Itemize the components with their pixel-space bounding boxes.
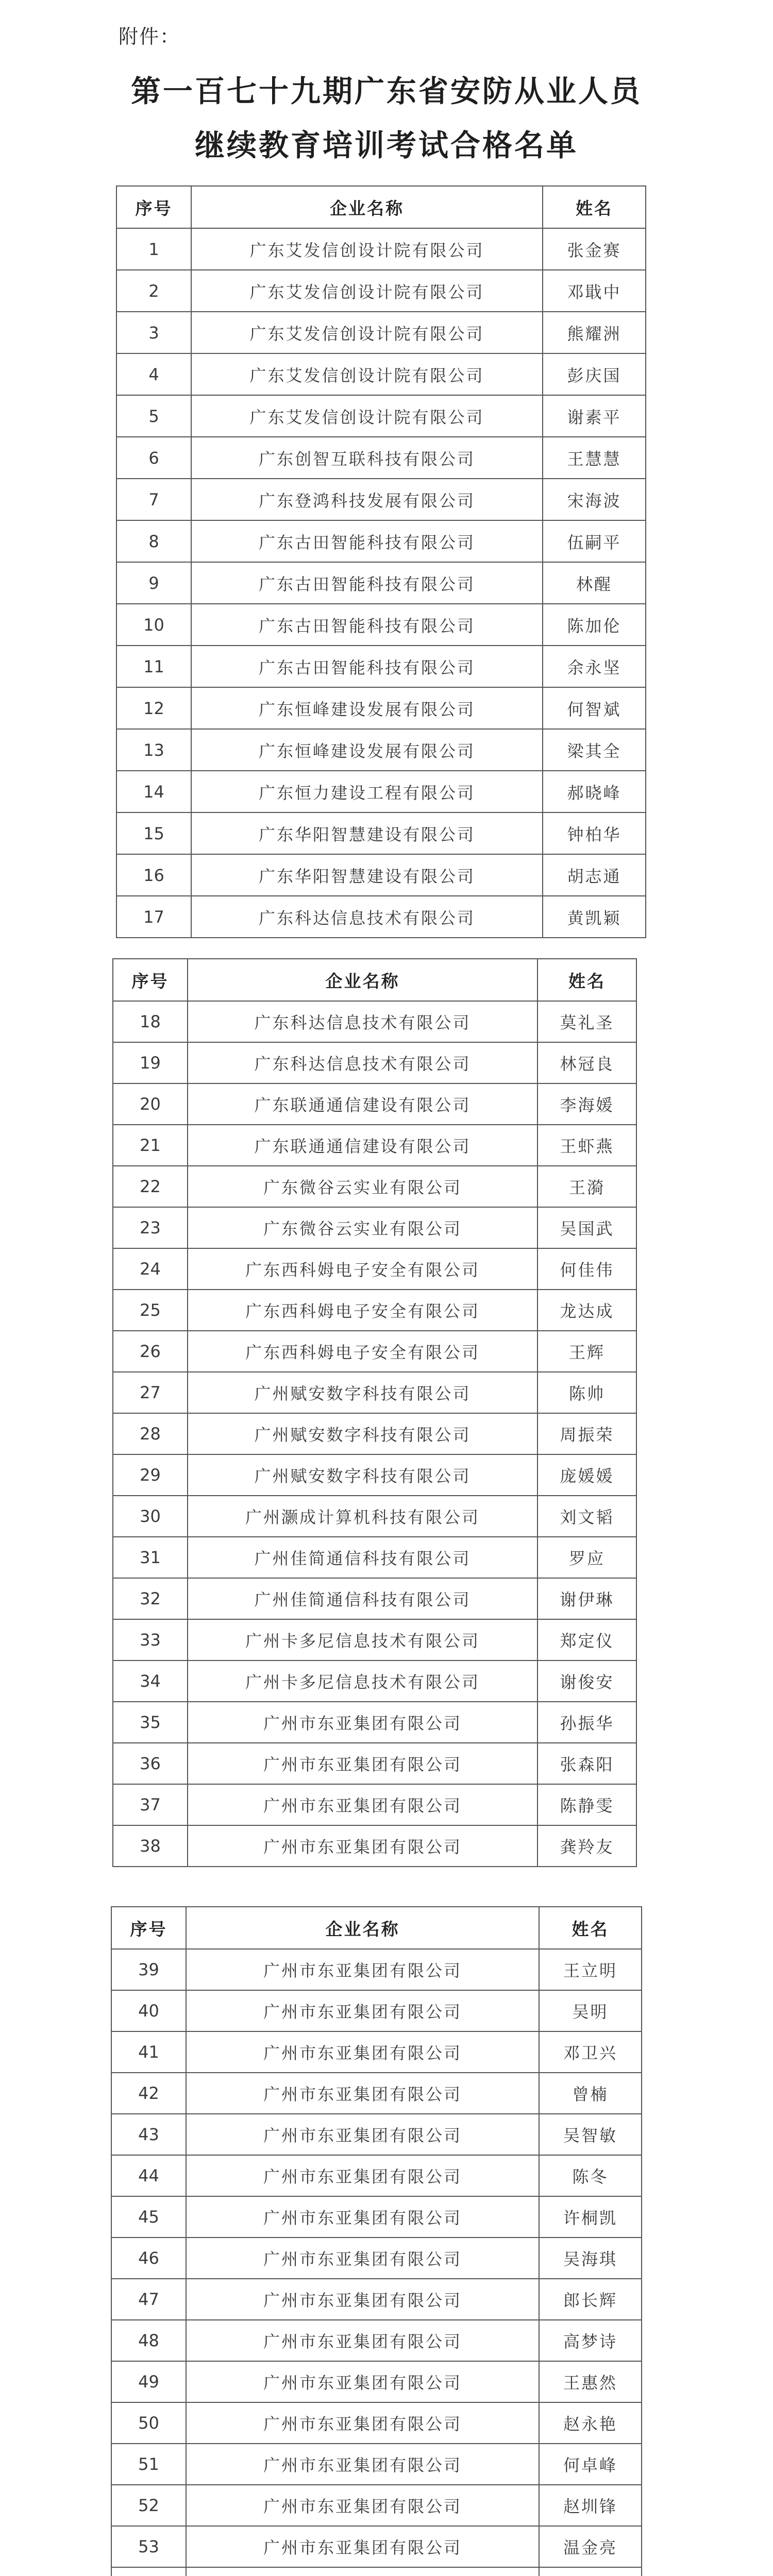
name-cell: 余永坚 [543,646,646,687]
table-row [113,1083,636,1125]
company-cell: 广东西科姆电子安全有限公司 [188,1248,537,1290]
table-row [113,1578,636,1619]
name-cell: 龚羚友 [537,1825,636,1867]
seq-cell: 23 [113,1207,188,1248]
company-cell: 广东恒峰建设发展有限公司 [191,687,543,729]
table-row [116,729,646,771]
table-row [113,1125,636,1166]
company-cell: 广东古田智能科技有限公司 [191,520,543,562]
name-cell: 张金赛 [543,228,646,270]
company-cell: 广州赋安数字科技有限公司 [188,1413,537,1454]
table-row [116,562,646,604]
name-cell: 何智斌 [543,687,646,729]
table-row [116,646,646,687]
table-row [116,312,646,353]
name-cell: 陈帅 [537,1372,636,1413]
name-cell: 郎长辉 [539,2279,642,2320]
table-row [116,812,646,854]
seq-cell: 36 [113,1743,188,1784]
company-cell: 广东西科姆电子安全有限公司 [188,1290,537,1331]
table-row [111,2031,642,2073]
name-cell: 邓戢中 [543,270,646,312]
company-cell: 广州灏成计算机科技有限公司 [188,1496,537,1537]
table-row [116,228,646,270]
name-cell [539,2567,642,2576]
seq-cell: 18 [113,1001,188,1042]
company-cell: 广州卡多尼信息技术有限公司 [188,1619,537,1660]
table-row [111,2073,642,2114]
name-cell: 谢俊安 [537,1660,636,1702]
company-cell: 广州市东亚集团有限公司 [186,2196,539,2238]
seq-cell [111,2567,186,2576]
company-cell: 广东科达信息技术有限公司 [188,1001,537,1042]
company-cell: 广州市东亚集团有限公司 [186,2444,539,2485]
company-cell: 广州市东亚集团有限公司 [186,2155,539,2196]
name-cell: 李海媛 [537,1083,636,1125]
company-cell: 广州市东亚集团有限公司 [186,2279,539,2320]
company-cell: 广州市东亚集团有限公司 [186,2320,539,2361]
company-cell: 广东创智互联科技有限公司 [191,437,543,479]
table-row [111,1990,642,2031]
name-cell: 曾楠 [539,2073,642,2114]
seq-cell: 53 [111,2526,186,2567]
header-seq: 序号 [116,186,191,228]
name-cell: 何佳伟 [537,1248,636,1290]
company-cell: 广东微谷云实业有限公司 [188,1166,537,1207]
seq-cell: 17 [116,896,191,938]
name-cell: 谢素平 [543,395,646,437]
company-cell: 广东科达信息技术有限公司 [188,1042,537,1083]
seq-cell: 34 [113,1660,188,1702]
seq-cell: 10 [116,604,191,646]
seq-cell: 16 [116,854,191,896]
company-cell: 广东古田智能科技有限公司 [191,604,543,646]
seq-cell: 28 [113,1413,188,1454]
seq-cell: 2 [116,270,191,312]
name-cell: 王惠然 [539,2361,642,2402]
table-row [116,437,646,479]
name-cell: 宋海波 [543,479,646,520]
company-cell: 广东联通通信建设有限公司 [188,1083,537,1125]
name-cell: 林醒 [543,562,646,604]
seq-cell: 11 [116,646,191,687]
company-cell: 广州市东亚集团有限公司 [186,2485,539,2526]
seq-cell: 47 [111,2279,186,2320]
name-cell: 周振荣 [537,1413,636,1454]
table-row [113,1784,636,1825]
company-cell: 广州市东亚集团有限公司 [186,2238,539,2279]
company-cell: 广东联通通信建设有限公司 [188,1125,537,1166]
name-cell: 郝晓峰 [543,771,646,812]
attachment-label: 附件： [119,25,181,48]
company-cell: 广州市东亚集团有限公司 [186,2526,539,2567]
table-row [111,1949,642,1990]
table-row [111,2485,642,2526]
seq-cell: 49 [111,2361,186,2402]
name-cell: 高梦诗 [539,2320,642,2361]
company-cell: 广东华阳智慧建设有限公司 [191,812,543,854]
seq-cell: 45 [111,2196,186,2238]
seq-cell: 21 [113,1125,188,1166]
name-cell: 彭庆国 [543,353,646,395]
table-row [111,2567,642,2576]
table-row [113,1660,636,1702]
table-row [111,2444,642,2485]
seq-cell: 35 [113,1702,188,1743]
seq-cell: 48 [111,2320,186,2361]
table-row [116,479,646,520]
table-row [113,1166,636,1207]
table-row [111,2526,642,2567]
table-row [113,1042,636,1083]
table-row [113,1331,636,1372]
seq-cell: 6 [116,437,191,479]
table-row [116,604,646,646]
table-row [113,1372,636,1413]
seq-cell: 26 [113,1331,188,1372]
name-cell: 熊耀洲 [543,312,646,353]
table-row [111,2196,642,2238]
company-cell: 广东登鸿科技发展有限公司 [191,479,543,520]
seq-cell: 13 [116,729,191,771]
header-name: 姓名 [543,186,646,228]
name-cell: 王辉 [537,1331,636,1372]
seq-cell: 22 [113,1166,188,1207]
seq-cell: 32 [113,1578,188,1619]
name-cell: 王慧慧 [543,437,646,479]
header-name: 姓名 [537,959,636,1001]
company-cell: 广州赋安数字科技有限公司 [188,1454,537,1496]
company-cell: 广东恒力建设工程有限公司 [191,771,543,812]
roster-table-3 [111,1906,642,2576]
company-cell: 广东艾发信创设计院有限公司 [191,353,543,395]
company-cell: 广州市东亚集团有限公司 [186,2361,539,2402]
company-cell: 广州市东亚集团有限公司 [188,1784,537,1825]
name-cell: 赵永艳 [539,2402,642,2444]
name-cell: 陈冬 [539,2155,642,2196]
name-cell: 吴智敏 [539,2114,642,2155]
company-cell: 广州市东亚集团有限公司 [186,1990,539,2031]
name-cell: 林冠良 [537,1042,636,1083]
name-cell: 郑定仪 [537,1619,636,1660]
seq-cell: 41 [111,2031,186,2073]
roster-table-1 [116,185,646,938]
table-row [111,2402,642,2444]
name-cell: 温金亮 [539,2526,642,2567]
table-row [111,2114,642,2155]
name-cell: 王漪 [537,1166,636,1207]
company-cell: 广东恒峰建设发展有限公司 [191,729,543,771]
seq-cell: 25 [113,1290,188,1331]
header-company: 企业名称 [191,186,543,228]
seq-cell: 37 [113,1784,188,1825]
company-cell: 广东古田智能科技有限公司 [191,562,543,604]
name-cell: 陈加伦 [543,604,646,646]
seq-cell: 4 [116,353,191,395]
company-cell: 广州市东亚集团有限公司 [186,2114,539,2155]
company-cell: 广州市东亚集团有限公司 [186,1949,539,1990]
table-row [116,520,646,562]
name-cell: 吴海琪 [539,2238,642,2279]
company-cell: 广东古田智能科技有限公司 [191,646,543,687]
header-seq: 序号 [111,1907,186,1949]
table-row [116,687,646,729]
name-cell: 刘文韬 [537,1496,636,1537]
seq-cell: 12 [116,687,191,729]
seq-cell: 44 [111,2155,186,2196]
seq-cell: 19 [113,1042,188,1083]
table-row [111,2320,642,2361]
name-cell: 王立明 [539,1949,642,1990]
seq-cell: 50 [111,2402,186,2444]
company-cell: 广州佳简通信科技有限公司 [188,1578,537,1619]
company-cell: 广州市东亚集团有限公司 [186,2402,539,2444]
company-cell: 广州市东亚集团有限公司 [186,2073,539,2114]
header-company: 企业名称 [188,959,537,1001]
table-row [111,2155,642,2196]
name-cell: 张森阳 [537,1743,636,1784]
company-cell: 广州市东亚集团有限公司 [188,1825,537,1867]
seq-cell: 15 [116,812,191,854]
table-row [111,2238,642,2279]
company-cell: 广州卡多尼信息技术有限公司 [188,1660,537,1702]
company-cell: 广东微谷云实业有限公司 [188,1207,537,1248]
company-cell: 广州赋安数字科技有限公司 [188,1372,537,1413]
seq-cell: 24 [113,1248,188,1290]
roster-table-2 [112,958,637,1867]
name-cell: 伍嗣平 [543,520,646,562]
table-row [113,1496,636,1537]
name-cell: 吴明 [539,1990,642,2031]
table-row [113,1537,636,1578]
seq-cell: 14 [116,771,191,812]
header-seq: 序号 [113,959,188,1001]
company-cell: 广东西科姆电子安全有限公司 [188,1331,537,1372]
company-cell: 广东艾发信创设计院有限公司 [191,395,543,437]
seq-cell: 42 [111,2073,186,2114]
name-cell: 龙达成 [537,1290,636,1331]
table-row [116,270,646,312]
table-row [113,1619,636,1660]
name-cell: 许桐凯 [539,2196,642,2238]
name-cell: 莫礼圣 [537,1001,636,1042]
name-cell: 陈静雯 [537,1784,636,1825]
company-cell: 广州市东亚集团有限公司 [188,1702,537,1743]
name-cell: 吴国武 [537,1207,636,1248]
table-row [113,1743,636,1784]
name-cell: 罗应 [537,1537,636,1578]
company-cell: 广州佳简通信科技有限公司 [188,1537,537,1578]
name-cell: 黄凯颖 [543,896,646,938]
seq-cell: 30 [113,1496,188,1537]
company-cell: 广东华阳智慧建设有限公司 [191,854,543,896]
company-cell: 广东艾发信创设计院有限公司 [191,312,543,353]
name-cell: 梁其全 [543,729,646,771]
name-cell: 何卓峰 [539,2444,642,2485]
table-row [113,1248,636,1290]
seq-cell: 39 [111,1949,186,1990]
seq-cell: 33 [113,1619,188,1660]
header-company: 企业名称 [186,1907,539,1949]
seq-cell: 29 [113,1454,188,1496]
table-row [111,2361,642,2402]
table-row [116,353,646,395]
seq-cell: 7 [116,479,191,520]
table-row [116,395,646,437]
company-cell: 广东科达信息技术有限公司 [191,896,543,938]
name-cell: 钟柏华 [543,812,646,854]
table-row [116,896,646,938]
table-row [113,1825,636,1867]
name-cell: 谢伊琳 [537,1578,636,1619]
page-title: 第一百七十九期广东省安防从业人员 [130,74,642,109]
table-row [116,854,646,896]
name-cell: 庞媛媛 [537,1454,636,1496]
seq-cell: 3 [116,312,191,353]
seq-cell: 20 [113,1083,188,1125]
table-row [113,1207,636,1248]
name-cell: 赵圳锋 [539,2485,642,2526]
name-cell: 孙振华 [537,1702,636,1743]
table-row [113,1702,636,1743]
seq-cell: 38 [113,1825,188,1867]
header-name: 姓名 [539,1907,642,1949]
table-row [113,1001,636,1042]
seq-cell: 1 [116,228,191,270]
company-cell: 广东艾发信创设计院有限公司 [191,228,543,270]
table-row [116,771,646,812]
table-row [111,2279,642,2320]
company-cell: 广州市东亚集团有限公司 [188,1743,537,1784]
seq-cell: 46 [111,2238,186,2279]
seq-cell: 51 [111,2444,186,2485]
seq-cell: 27 [113,1372,188,1413]
company-cell: 广州市东亚集团有限公司 [186,2031,539,2073]
name-cell: 王虾燕 [537,1125,636,1166]
table-row [113,1290,636,1331]
seq-cell: 40 [111,1990,186,2031]
company-cell: 广东艾发信创设计院有限公司 [191,270,543,312]
seq-cell: 43 [111,2114,186,2155]
seq-cell: 52 [111,2485,186,2526]
table-row [113,1454,636,1496]
seq-cell: 8 [116,520,191,562]
seq-cell: 5 [116,395,191,437]
name-cell: 邓卫兴 [539,2031,642,2073]
table-row [113,1413,636,1454]
page-subtitle: 继续教育培训考试合格名单 [194,128,578,163]
company-cell [186,2567,539,2576]
seq-cell: 9 [116,562,191,604]
seq-cell: 31 [113,1537,188,1578]
name-cell: 胡志通 [543,854,646,896]
